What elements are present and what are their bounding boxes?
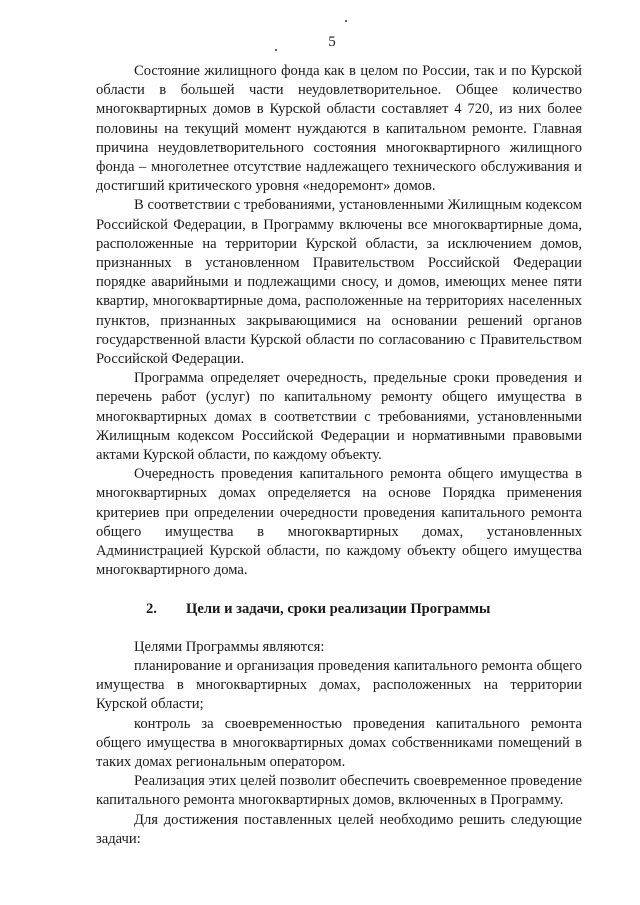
paragraph-tasks-intro: Для достижения поставленных целей необходимо решить следующие задачи: [96,811,582,847]
section-heading [96,600,582,619]
paragraph-repair-order: Очередность проведения капитального ремонта общего имущества в многоквартирных домах определяется на основе Порядка применения критериев при определении очередности проведения капитального ремонта общего имущества в многоквартирных домах, установленных Администрацией Курской области, по каждому объекту общего имущества многоквартирного дома. [96,466,582,579]
page-number: 5 [328,34,336,50]
section-title: Цели и задачи, сроки реализации Программы [186,601,491,618]
paragraph-goals-intro: Целями Программы являются: [134,638,325,655]
paragraph-goal-control: контроль за своевременностью проведения капитального ремонта общего имущества в многоквартирных домах собственниками помещений в таких домах региональным оператором. [96,715,582,770]
paragraph-goals-result: Реализация этих целей позволит обеспечить своевременное проведение капитального ремонта многоквартирных домов, включенных в Программу. [96,773,582,809]
paragraph-goal-planning: планирование и организация проведения капитального ремонта общего имущества в многоквартирных домах, расположенных на территории Курской области; [96,657,582,713]
paragraph-program-scope: В соответствии с требованиями, установленными Жилищным кодексом Российской Федерации, в Программу включены все многоквартирные дома, расположенные на территории Курской области, за исключением домов, признанных в установленном Правительством Российской Федерации порядке аварийными и подлежащими сносу, и домов, имеющих менее пяти квартир, многоквартирные дома, расположенные на территориях населенных пунктов, признанных закрывающимися на основании решений органов государственной власти Курской области по согласованию с Правительством Российской Федерации. [96,197,582,368]
section-number: 2. [146,601,157,618]
scan-speck [275,49,277,51]
paragraph-program-defines: Программа определяет очередность, предельные сроки проведения и перечень работ (услуг) по капитальному ремонту общего имущества в многоквартирных домах в соответствии с требованиями, установленными Жилищным кодексом Российской Федерации и нормативными правовыми актами Курской области, по каждому объекту. [96,370,582,464]
paragraph-housing-condition: Состояние жилищного фонда как в целом по России, так и по Курской области в большей части неудовлетворительное. Общее количество многоквартирных домов в Курской области составляет 4 720, из них более половины на текущий момент нуждаются в капитальном ремонте. Главная причина неудовлетворительного состояния многоквартирного жилищного фонда – многолетнее отсутствие надлежащего технического обслуживания и достигший критического уровня «недоремонт» домов. [96,63,582,195]
scan-speck [345,20,347,22]
document-body [96,62,582,849]
